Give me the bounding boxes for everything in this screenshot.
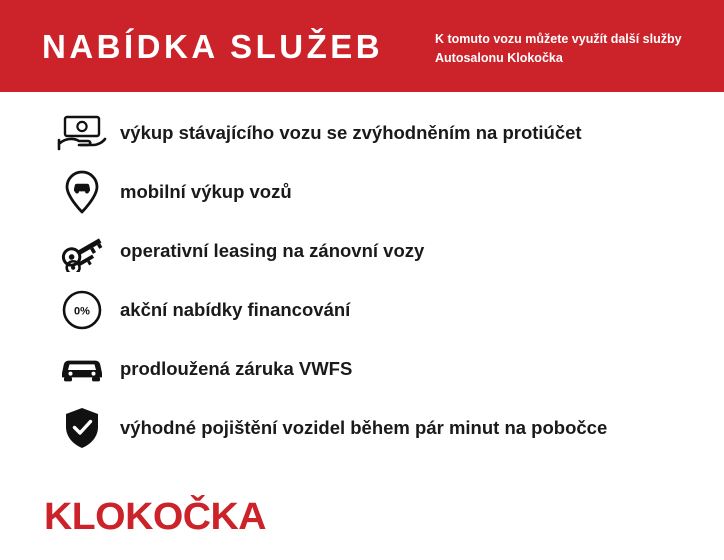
zero-percent-circle-icon	[56, 284, 108, 336]
car-front-icon	[56, 343, 108, 395]
list-item	[0, 281, 724, 339]
header-subtitle: K tomuto vozu můžete využít další služby Autosalonu Klokočka	[435, 32, 682, 65]
services-list	[0, 104, 724, 458]
list-item-label: akční nabídky financování	[120, 299, 351, 320]
list-item-label: výhodné pojištění vozidel během pár minut na pobočce	[120, 417, 608, 438]
list-item	[0, 399, 724, 457]
page-title: NABÍDKA SLUŽEB	[42, 28, 384, 65]
list-item	[0, 163, 724, 221]
list-item-label: výkup stávajícího vozu se zvýhodněním na protiúčet	[120, 122, 582, 143]
list-item-label: mobilní výkup vozů	[120, 181, 292, 202]
header-banner	[0, 0, 724, 92]
svg-text:0%: 0%	[74, 305, 90, 318]
list-item	[0, 104, 724, 162]
banknote-hand-icon	[56, 107, 108, 159]
list-item	[0, 222, 724, 280]
brand-logo: KLOKOČKA	[44, 496, 267, 538]
list-item-label: operativní leasing na zánovní vozy	[120, 240, 425, 261]
list-item	[0, 340, 724, 398]
shield-check-icon	[56, 402, 108, 454]
footer	[44, 496, 684, 542]
list-item-label: prodloužená záruka VWFS	[120, 358, 353, 379]
car-location-pin-icon	[56, 166, 108, 218]
keys-icon	[56, 225, 108, 277]
